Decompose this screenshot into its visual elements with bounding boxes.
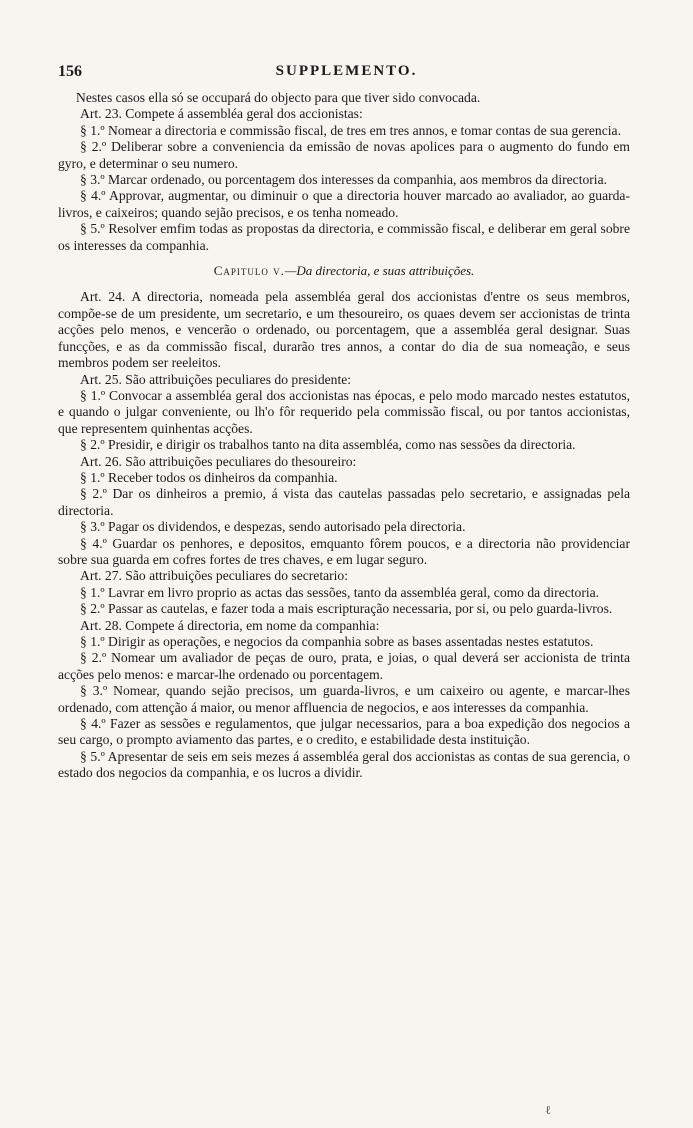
paragraph: § 5.º Apresentar de seis em seis mezes á assembléa geral dos accionistas as contas de sua gerencia, o estado dos negocios da companhia, e os lucros a dividir. [58,748,630,781]
body-text [58,90,630,782]
paragraph: § 1.º Dirigir as operações, e negocios da companhia sobre as bases assentadas nestes estatutos. [80,634,594,649]
paragraph: § 2.º Dar os dinheiros a premio, á vista das cautelas passadas pelo secretario, e assignadas pela directoria. [58,486,630,518]
paragraph: Art. 24. A directoria, nomeada pela assembléa geral dos accionistas d'entre os seus membros, compõe-se de um presidente, um secretario, e um thesoureiro, os quaes devem ser accionistas de trinta acções pelo menos, e vencerão o ordenado, ou porcentagem, que a assembléa geral designar. Suas funcções, e as da commissão fiscal, durarão tres annos, a contar do dia de sua nomeação, e seus membros podem ser reeleitos. [58,289,630,371]
footer-mark: ℓ [545,1103,551,1117]
paragraph: § 2.º Deliberar sobre a conveniencia da emissão de novas apolices para o augmento do fundo em gyro, e determinar o seu numero. [58,139,630,171]
paragraph: § 1.º Nomear a directoria e commissão fiscal, de tres em tres annos, e tomar contas de sua gerencia. [80,122,621,138]
paragraph: Art. 25. São attribuições peculiares do presidente: [80,371,352,387]
paragraph: § 2.º Nomear um avaliador de peças de ouro, prata, e joias, o qual deverá ser accionista de trinta acções pelo menos: e marcar-lhe ordenado ou porcentagem. [58,650,630,682]
paragraph: Art. 28. Compete á directoria, em nome da companhia: [80,617,380,633]
paragraph: § 4.º Approvar, augmentar, ou diminuir o que a directoria houver marcado ao avaliador, ao guarda-livros, e caixeiros; quando sejão precisos, e os tenha nomeado. [58,188,630,220]
chapter-title: —Da directoria, e suas attribuições. [284,263,475,279]
paragraph: § 3.º Marcar ordenado, ou porcentagem dos interesses da companhia, aos membros da directoria. [80,172,608,188]
paragraph: § 2.º Passar as cautelas, e fazer toda a mais escripturação necessaria, por si, ou pelo guarda-livros. [80,601,613,617]
page-number: 156 [58,63,82,80]
paragraph: § 4.º Fazer as sessões e regulamentos, que julgar necessarios, para a boa expedição dos negocios a seu cargo, o prompto aviamento das partes, e o credito, e estabilidade desta instituição. [58,716,630,748]
paragraph: § 1.º Convocar a assembléa geral dos accionistas nas épocas, e pelo modo marcado nestes estatutos, e quando o julgar conveniente, ou lh'o fôr requerido pela commissão fiscal, ou por tantos accionistas, que representem quinhentas acções. [58,387,630,436]
paragraph: § 4.º Guardar os penhores, e depositos, emquanto fôrem poucos, e a directoria não providenciar sobre sua guarda em cofres fortes de tres chaves, e em lugar seguro. [58,535,630,567]
paragraph: § 1.º Receber todos os dinheiros da companhia. [80,469,338,485]
paragraph: Art. 27. São attribuições peculiares do secretario: [80,568,349,584]
paragraph: § 5.º Resolver emfim todas as propostas da directoria, e commissão fiscal, e deliberar em geral sobre os interesses da companhia. [58,221,630,253]
chapter-label: Capitulo v. [213,263,285,279]
page-header [58,63,635,85]
paragraph: Art. 26. São attribuições peculiares do thesoureiro: [80,453,357,469]
paragraph: § 1.º Lavrar em livro proprio as actas das sessões, tanto da assembléa geral, como da directoria. [80,584,600,600]
paragraph: § 3.º Nomear, quando sejão precisos, um guarda-livros, e um caixeiro ou agente, e marcar-lhes ordenado, com attenção á maior, ou menor affluencia de negocios, e aos interesses da companhia. [58,683,630,715]
paragraph: § 3.º Pagar os dividendos, e despezas, sendo autorisado pela directoria. [80,519,466,535]
paragraph: Art. 23. Compete á assembléa geral dos accionistas: [80,106,363,122]
paragraph: Nestes casos ella só se occupará do objecto para que tiver sido convocada. [76,90,481,105]
running-head: SUPPLEMENTO. [275,63,418,79]
chapter-heading [58,263,630,279]
paragraph: § 2.º Presidir, e dirigir os trabalhos tanto na dita assembléa, como nas sessões da directoria. [80,437,576,453]
